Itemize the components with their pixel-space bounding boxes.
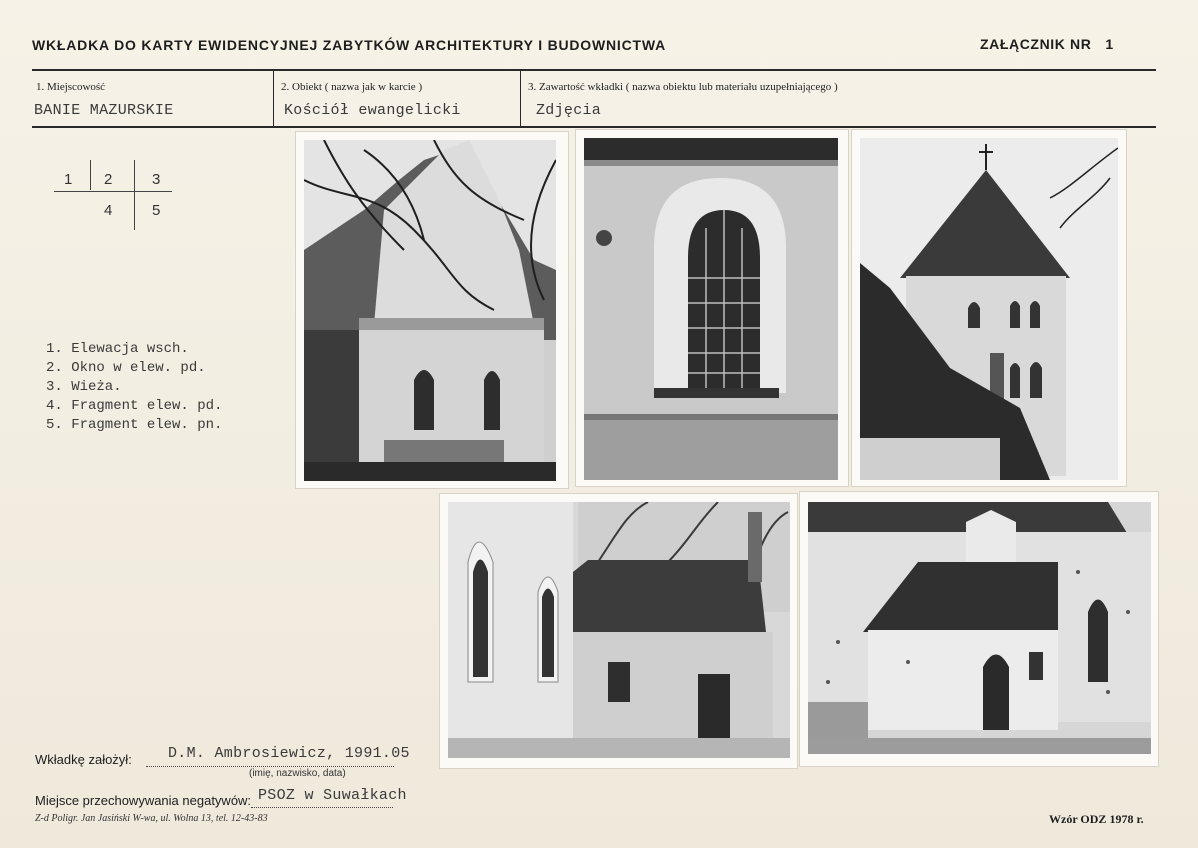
photo-1 — [296, 132, 568, 488]
photo-3 — [852, 130, 1126, 486]
church-east-gable-photo — [304, 140, 556, 481]
annex-number: 1 — [1105, 36, 1114, 52]
author-label: Wkładkę założył: — [35, 752, 132, 767]
form-id: Wzór ODZ 1978 r. — [1049, 812, 1144, 826]
key-1: 1 — [64, 171, 73, 188]
header-rule — [32, 69, 1156, 71]
legend-item: 5. Fragment elew. pn. — [46, 417, 223, 433]
annex-indicator — [980, 36, 1114, 52]
field-divider-1 — [273, 71, 274, 127]
storage-label: Miejsce przechowywania negatywów: — [35, 793, 252, 808]
legend-item: 4. Fragment elew. pd. — [46, 398, 223, 414]
content-value: Zdjęcia — [536, 102, 602, 119]
photo-legend — [46, 340, 222, 435]
south-wall-annex-photo — [448, 502, 790, 758]
legend-item: 2. Okno w elew. pd. — [46, 360, 206, 376]
locality-label: 1. Miejscowość — [36, 81, 106, 93]
printer-imprint: Z-d Poligr. Jan Jasiński W-wa, ul. Wolna 13, tel. 12-43-83 — [35, 813, 268, 824]
author-hint: (imię, nazwisko, data) — [249, 768, 346, 779]
annex-label: ZAŁĄCZNIK NR — [980, 36, 1092, 52]
arched-window-photo — [584, 138, 838, 480]
photo-4 — [440, 494, 797, 768]
church-tower-photo — [860, 138, 1118, 480]
photo-2 — [576, 130, 848, 486]
object-label: 2. Obiekt ( nazwa jak w karcie ) — [281, 81, 423, 93]
author-value: D.M. Ambrosiewicz, 1991.05 — [168, 745, 410, 762]
fields-rule — [32, 126, 1156, 128]
legend-item: 3. Wieża. — [46, 379, 122, 395]
photo-5 — [800, 492, 1158, 766]
card-title: WKŁADKA DO KARTY EWIDENCYJNEJ ZABYTKÓW ARCHITEKTURY I BUDOWNICTWA — [32, 37, 667, 53]
key-2: 2 — [104, 171, 113, 188]
object-value: Kościół ewangelicki — [284, 102, 461, 119]
storage-dotline — [251, 806, 393, 808]
photo-layout-key — [52, 160, 178, 232]
storage-value: PSOZ w Suwałkach — [258, 787, 407, 804]
key-5: 5 — [152, 202, 161, 219]
key-3: 3 — [152, 171, 161, 188]
north-porch-photo — [808, 502, 1151, 754]
locality-value: BANIE MAZURSKIE — [34, 102, 174, 119]
author-dotline — [146, 765, 394, 767]
legend-item: 1. Elewacja wsch. — [46, 341, 189, 357]
content-label: 3. Zawartość wkładki ( nazwa obiektu lub materiału uzupełniającego ) — [528, 81, 838, 93]
key-4: 4 — [104, 202, 113, 219]
field-divider-2 — [520, 71, 521, 127]
